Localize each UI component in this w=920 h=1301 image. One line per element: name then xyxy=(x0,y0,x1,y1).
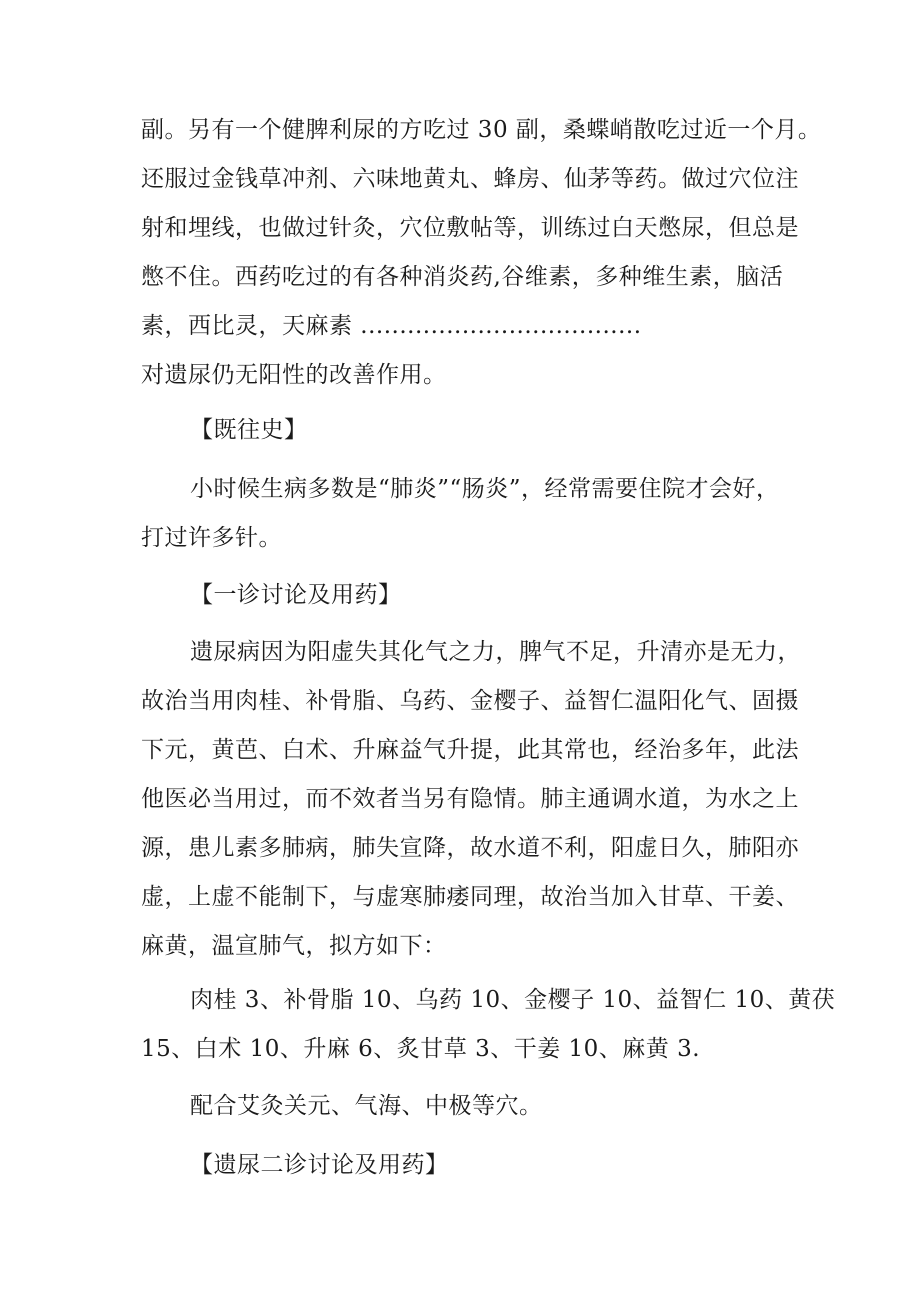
section-heading-history: 【既往史】 xyxy=(190,417,308,443)
paragraph-line: 对遗尿仍无阳性的改善作用。 xyxy=(141,362,447,388)
section-heading-second-discussion: 【遗尿二诊讨论及用药】 xyxy=(190,1152,449,1178)
discussion-line: 遗尿病因为阳虚失其化气之力，脾气不足，升清亦是无力， xyxy=(190,639,801,665)
paragraph-line: 憋不住。西药吃过的有各种消炎药,谷维素，多种维生素，脑活 xyxy=(141,264,784,290)
discussion-line: 下元，黄芭、白术、升麻益气升提，此其常也，经治多年，此法 xyxy=(141,737,799,763)
discussion-line: 源，患儿素多肺病，肺失宣降，故水道不利，阳虚日久，肺阳亦 xyxy=(141,835,799,861)
moxibustion-note: 配合艾灸关元、气海、中极等穴。 xyxy=(190,1093,543,1119)
prescription-line: 肉桂 3、补骨脂 10、乌药 10、金樱子 10、益智仁 10、黄茯 xyxy=(190,987,836,1013)
history-line: 小时候生病多数是“肺炎”“肠炎”，经常需要住院才会好， xyxy=(190,476,780,502)
discussion-line: 故治当用肉桂、补骨脂、乌药、金樱子、益智仁温阳化气、固摄 xyxy=(141,688,799,714)
discussion-line: 他医必当用过，而不效者当另有隐情。肺主通调水道，为水之上 xyxy=(141,786,799,812)
discussion-line: 虚，上虚不能制下，与虚寒肺痿同理，故治当加入甘草、干姜、 xyxy=(141,884,799,910)
paragraph-line: 素，西比灵，天麻素 .................................... xyxy=(141,313,642,339)
section-heading-first-discussion: 【一诊讨论及用药】 xyxy=(190,582,402,608)
prescription-line: 15、白术 10、升麻 6、炙甘草 3、干姜 10、麻黄 3. xyxy=(141,1036,701,1062)
history-line: 打过许多针。 xyxy=(141,525,282,551)
paragraph-line: 副。另有一个健脾利尿的方吃过 30 副，桑蝶峭散吃过近一个月。 xyxy=(141,117,822,143)
paragraph-line: 射和埋线，也做过针灸，穴位敷帖等，训练过白天憋尿，但总是 xyxy=(141,215,799,241)
paragraph-line: 还服过金钱草冲剂、六味地黄丸、蜂房、仙茅等药。做过穴位注 xyxy=(141,166,799,192)
discussion-line: 麻黄，温宣肺气，拟方如下： xyxy=(141,933,447,959)
